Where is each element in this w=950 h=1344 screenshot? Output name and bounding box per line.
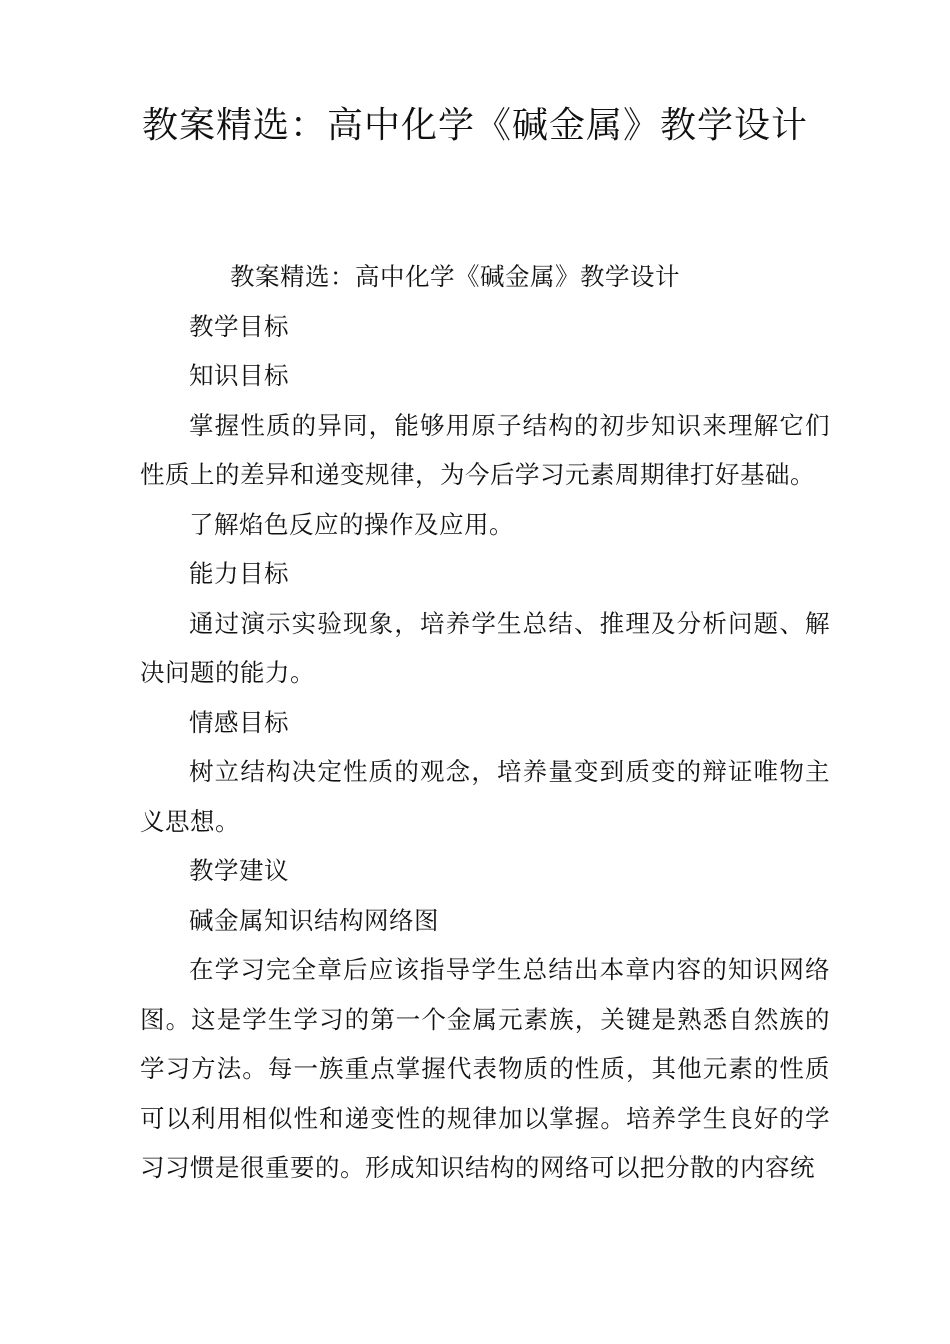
heading-knowledge-goals: 知识目标 [189, 361, 289, 390]
document-body [140, 252, 830, 1193]
heading-knowledge-network: 碱金属知识结构网络图 [189, 905, 439, 935]
paragraph-flame-reaction: 了解焰色反应的操作及应用。 [189, 509, 514, 539]
heading-teaching-goals: 教学目标 [189, 311, 289, 341]
repeated-title-paragraph: 教案精选：高中化学《碱金属》教学设计 [230, 262, 680, 291]
heading-ability-goals: 能力目标 [189, 559, 289, 588]
paragraph-knowledge-content: 掌握性质的异同，能够用原子结构的初步知识来理解它们性质上的差异和递变规律，为今后学习元素周期律打好基础。 [140, 410, 830, 489]
document-title: 教案精选：高中化学《碱金属》教学设计 [141, 105, 808, 146]
paragraph-emotion-content: 树立结构决定性质的观念，培养量变到质变的辩证唯物主义思想。 [140, 757, 830, 836]
heading-emotion-goals: 情感目标 [189, 707, 289, 737]
paragraph-ability-content: 通过演示实验现象，培养学生总结、推理及分析问题、解决问题的能力。 [140, 608, 830, 687]
paragraph-network-content: 在学习完全章后应该指导学生总结出本章内容的知识网络图。这是学生学习的第一个金属元素族，关键是熟悉自然族的学习方法。每一族重点掌握代表物质的性质，其他元素的性质可以利用相似性和递变性的规律加以掌握。培养学生良好的学习习惯是很重要的。形成知识结构的网络可以把分散的内容统 [140, 955, 830, 1182]
heading-teaching-suggestions: 教学建议 [189, 856, 289, 885]
